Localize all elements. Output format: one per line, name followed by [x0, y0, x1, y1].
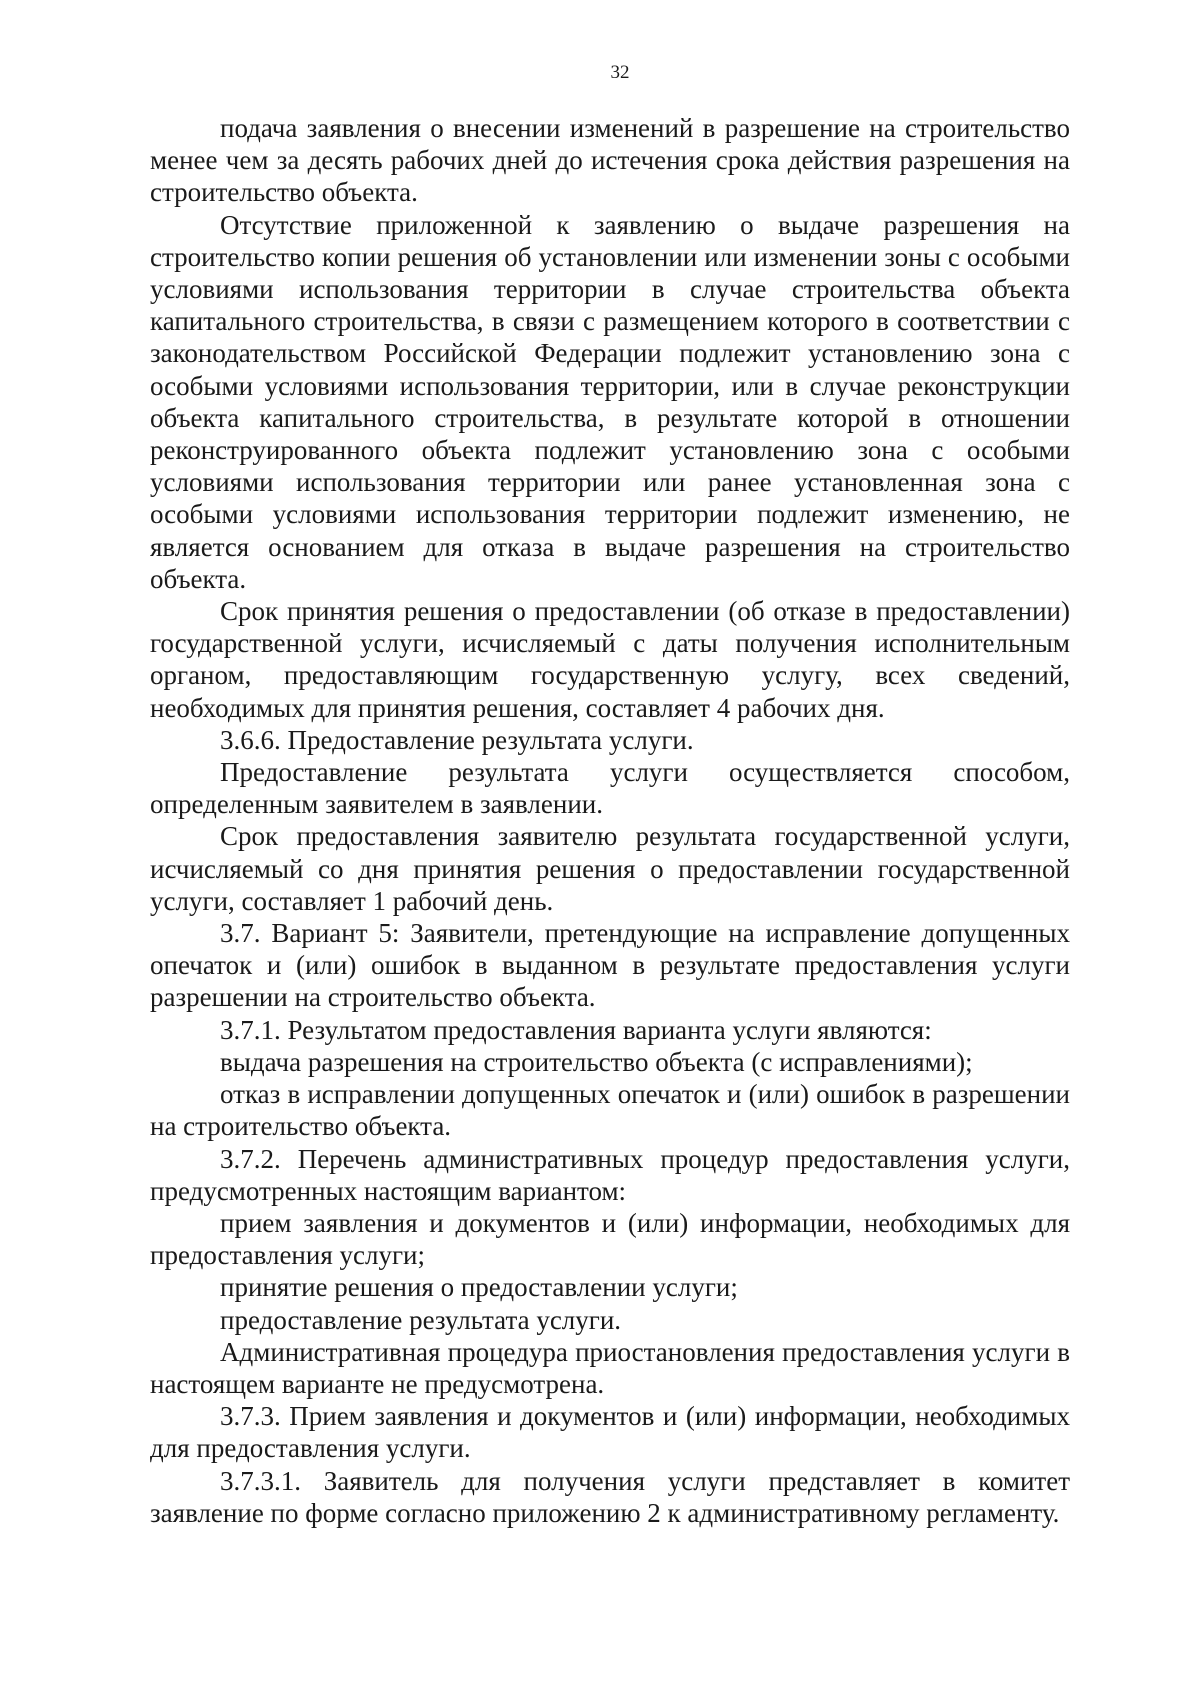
procedure-item-decision: принятие решения о предоставлении услуги;	[220, 1272, 738, 1303]
paragraph-decision-term: Срок принятия решения о предоставлении (об отказе в предоставлении) государственной услуги, исчисляемый с даты получения исполнительным органом, предоставляющим государственную услугу, всех сведений, необходимых для принятия решения, составляет 4 рабочих дня.	[150, 596, 1070, 723]
section-3-7-3-heading: 3.7.3. Прием заявления и документов и (или) информации, необходимых для предоставления услуги.	[150, 1401, 1070, 1464]
paragraph-suspension: Административная процедура приостановления предоставления услуги в настоящем варианте не предусмотрена.	[150, 1336, 1070, 1399]
procedure-item-result: предоставление результата услуги.	[220, 1304, 622, 1335]
result-item-refusal: отказ в исправлении допущенных опечаток и (или) ошибок в разрешении на строительство объекта.	[150, 1079, 1070, 1142]
section-3-7-heading: 3.7. Вариант 5: Заявители, претендующие на исправление допущенных опечаток и (или) ошибок в выданном в результате предоставления услуги разрешении на строительство объекта.	[150, 918, 1070, 1013]
paragraph-result-method: Предоставление результата услуги осуществляется способом, определенным заявителем в заявлении.	[150, 757, 1070, 820]
section-3-7-3-1-paragraph: 3.7.3.1. Заявитель для получения услуги представляет в комитет заявление по форме согласно приложению 2 к административному регламенту.	[150, 1465, 1070, 1528]
page-number: 32	[610, 62, 630, 83]
paragraph-continuation: подача заявления о внесении изменений в разрешение на строительство менее чем за десять рабочих дней до истечения срока действия разрешения на строительство объекта.	[150, 113, 1070, 208]
paragraph-zone-documents: Отсутствие приложенной к заявлению о выдаче разрешения на строительство копии решения об установлении или изменении зоны с особыми условиями использования территории в случае строительства объекта капитального строительства, в связи с размещением которого в соответствии с законодательством Российской Федерации подлежит установлению зона с особыми условиями использования территории, или в случае реконструкции объекта капитального строительства, в результате которой в отношении реконструированного объекта подлежит установлению зона с особыми условиями использования территории или ранее установленная зона с особыми условиями использования территории подлежит изменению, не является основанием для отказа в выдаче разрешения на строительство объекта.	[150, 209, 1070, 594]
section-3-7-1-heading: 3.7.1. Результатом предоставления варианта услуги являются:	[220, 1014, 932, 1045]
procedure-item-reception: прием заявления и документов и (или) информации, необходимых для предоставления услуги;	[150, 1207, 1070, 1271]
document-body	[150, 112, 1070, 1529]
section-3-7-2-heading: 3.7.2. Перечень административных процедур предоставления услуги, предусмотренных настоящим вариантом:	[150, 1143, 1070, 1206]
result-item-issue: выдача разрешения на строительство объекта (с исправлениями);	[220, 1046, 973, 1077]
paragraph-result-term: Срок предоставления заявителю результата государственной услуги, исчисляемый со дня принятия решения о предоставлении государственной услуги, составляет 1 рабочий день.	[150, 821, 1070, 916]
section-3-6-6-heading: 3.6.6. Предоставление результата услуги.	[220, 724, 694, 755]
